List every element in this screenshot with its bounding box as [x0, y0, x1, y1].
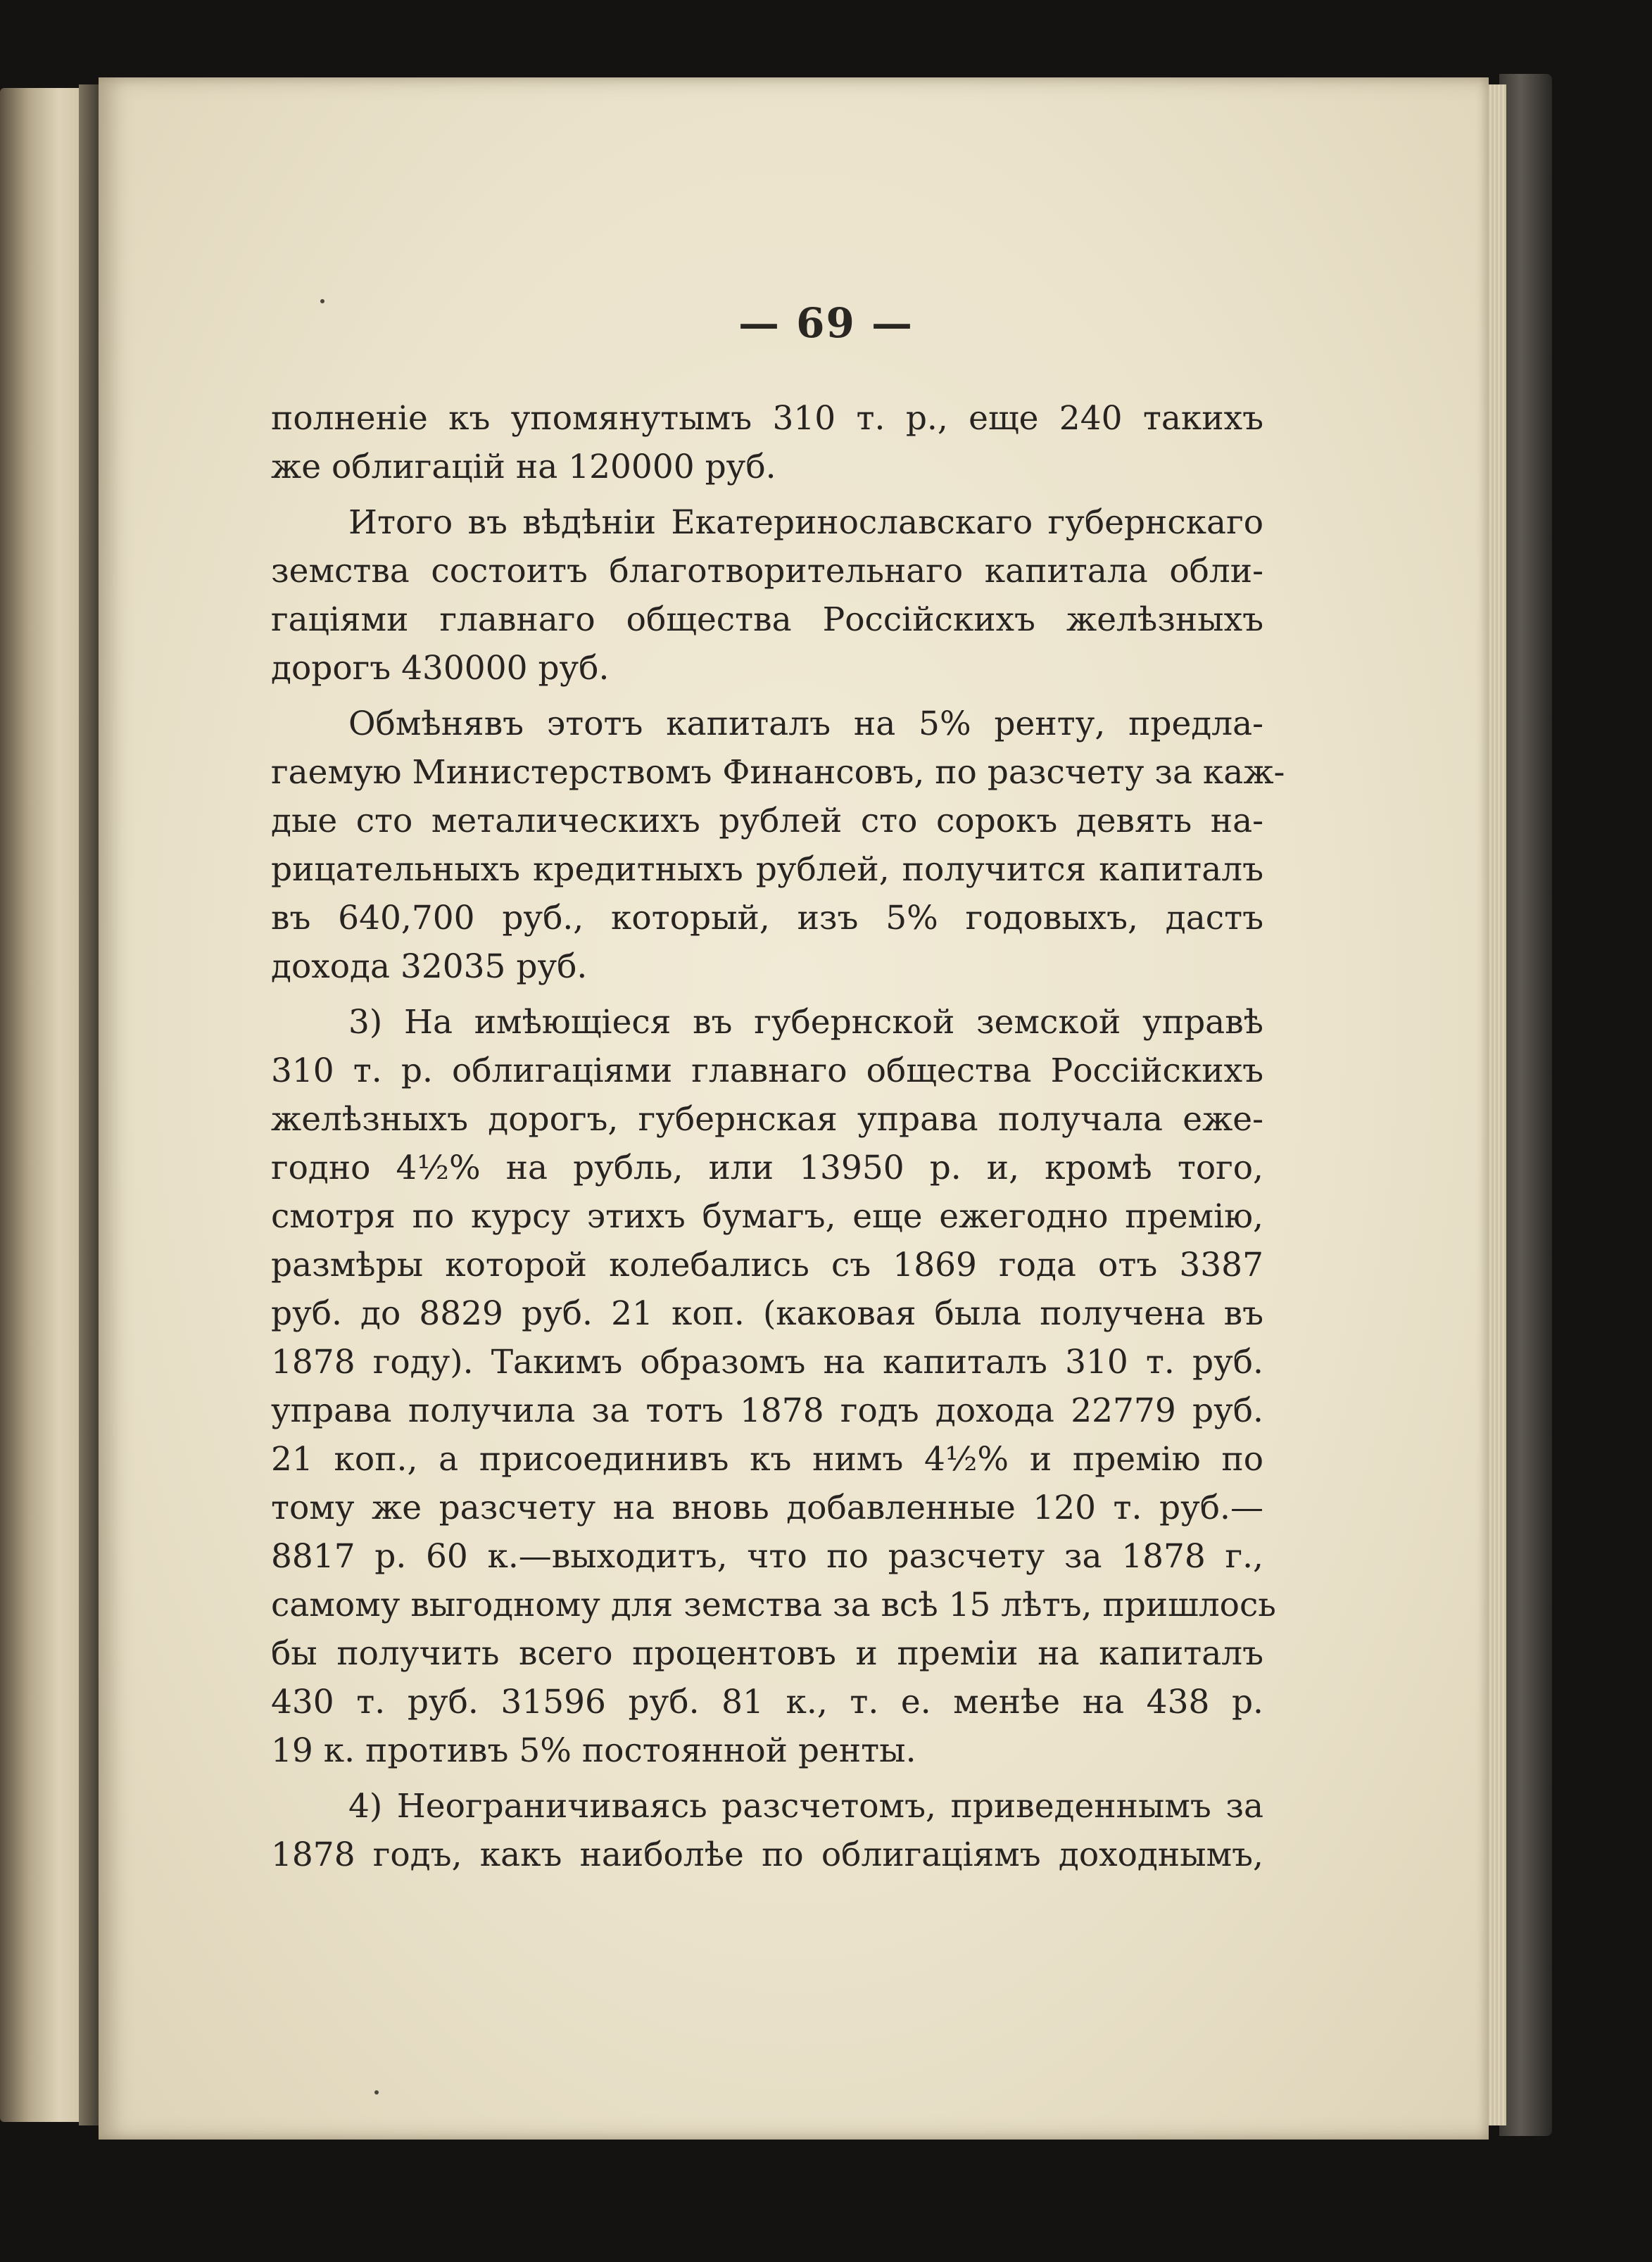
text-line: земства состоитъ благотворительнаго капитала обли- [271, 552, 1263, 590]
facing-page-edge [0, 88, 84, 2122]
text-line: гаціями главнаго общества Россійскихъ желѣзныхъ [271, 600, 1263, 639]
paragraph-first-line: 3) На имѣющіеся въ губернской земской управѣ [348, 1003, 1263, 1042]
book-cover-edge [1499, 74, 1552, 2136]
text-line: тому же разсчету на вновь добавленные 120 т. руб.— [271, 1489, 1263, 1527]
text-line: дохода 32035 руб. [271, 947, 588, 986]
text-line: 430 т. руб. 31596 руб. 81 к., т. е. менѣе на 438 р. [271, 1683, 1263, 1721]
paragraph-first-line: Итого въ вѣдѣніи Екатеринославскаго губернскаго [348, 503, 1263, 542]
body-text [271, 394, 1285, 1879]
text-line: 21 коп., а присоединивъ къ нимъ 4½% и премію по [271, 1440, 1263, 1479]
text-line: 1878 годъ, какъ наиболѣе по облигаціямъ доходнымъ, [271, 1835, 1263, 1874]
text-line: желѣзныхъ дорогъ, губернская управа получала еже- [271, 1100, 1263, 1139]
text-line: 310 т. р. облигаціями главнаго общества Россійскихъ [271, 1051, 1263, 1090]
text-line: 8817 р. 60 к.—выходитъ, что по разсчету за 1878 г., [271, 1537, 1263, 1576]
text-line: полненіе къ упомянутымъ 310 т. р., еще 240 такихъ [271, 399, 1263, 438]
text-line: размѣры которой колебались съ 1869 года отъ 3387 [271, 1246, 1263, 1284]
text-line: гаемую Министерствомъ Финансовъ, по разсчету за каж- [271, 753, 1285, 792]
text-line: годно 4½% на рубль, или 13950 р. и, кромѣ того, [271, 1149, 1263, 1187]
text-line: 1878 году). Такимъ образомъ на капиталъ 310 т. руб. [271, 1343, 1263, 1382]
text-line: рицательныхъ кредитныхъ рублей, получится капиталъ [271, 850, 1263, 889]
text-line: бы получить всего процентовъ и преміи на капиталъ [271, 1634, 1263, 1673]
paragraph-first-line: Обмѣнявъ этотъ капиталъ на 5% ренту, предла- [348, 704, 1263, 743]
text-line: самому выгодному для земства за всѣ 15 лѣтъ, пришлось [271, 1586, 1276, 1624]
text-line: дорогъ 430000 руб. [271, 649, 610, 688]
text-line: дые сто металическихъ рублей сто сорокъ девять на- [271, 802, 1263, 840]
text-line: 19 к. противъ 5% постоянной ренты. [271, 1731, 916, 1770]
text-line: управа получила за тотъ 1878 годъ дохода 22779 руб. [271, 1391, 1263, 1430]
paragraph-first-line: 4) Неограничиваясь разсчетомъ, приведеннымъ за [348, 1787, 1263, 1826]
page-number: — 69 — [738, 299, 914, 347]
text-line: смотря по курсу этихъ бумагъ, еще ежегодно премію, [271, 1197, 1263, 1236]
book-gutter [79, 84, 100, 2125]
text-line: же облигацій на 120000 руб. [271, 448, 776, 486]
paper-speck [374, 2090, 379, 2094]
text-line: руб. до 8829 руб. 21 коп. (каковая была получена въ [271, 1294, 1263, 1333]
text-line: въ 640,700 руб., который, изъ 5% годовыхъ, дастъ [271, 899, 1263, 937]
